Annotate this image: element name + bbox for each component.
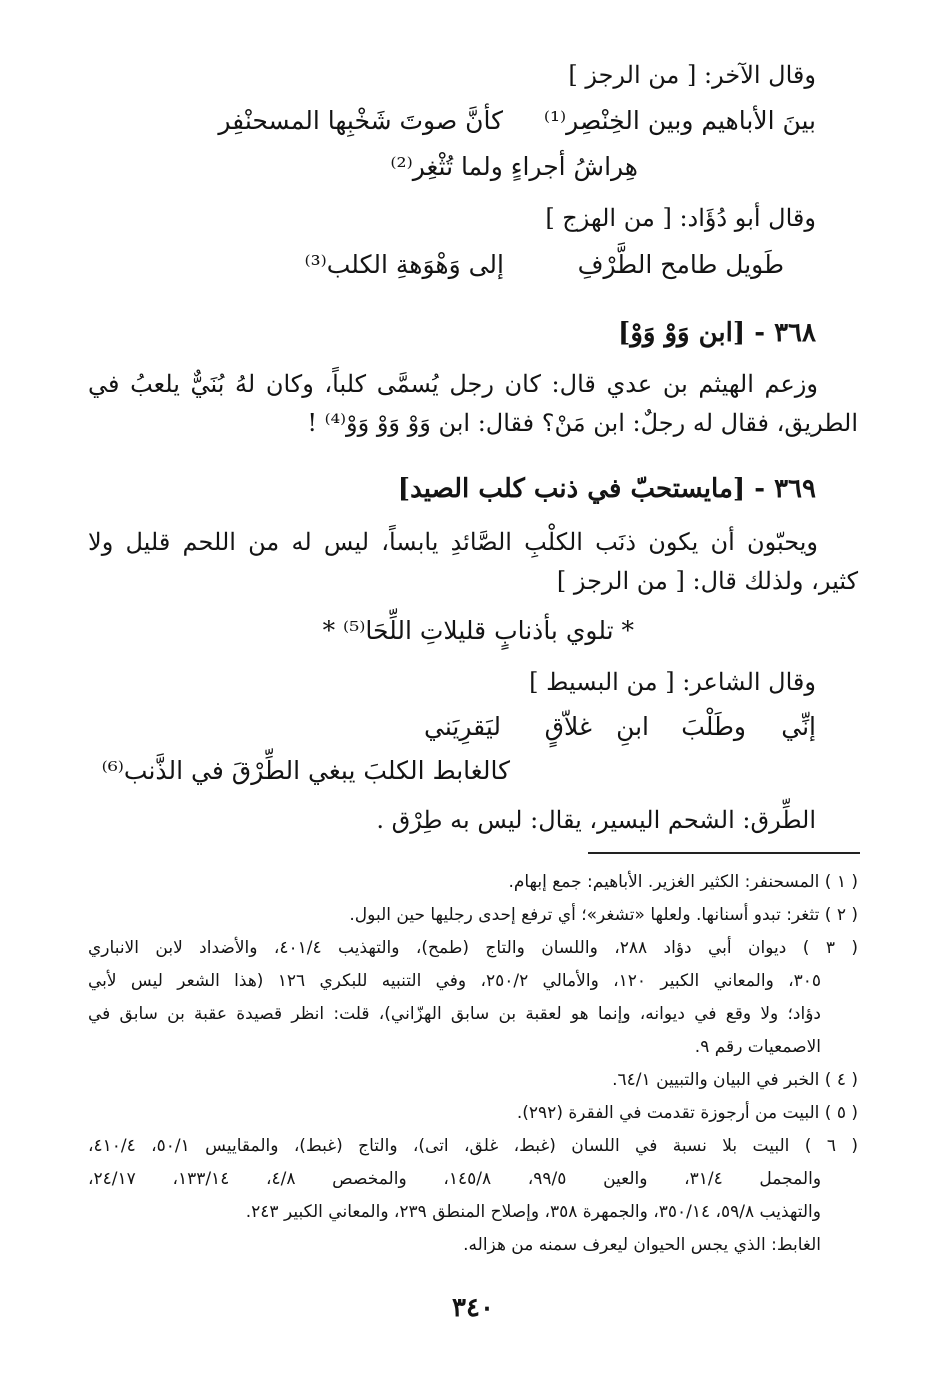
verse-3-hemistich-a: طَويل طامح الطَّرْفِ bbox=[577, 250, 784, 279]
footnote-6-line-3: والتهذيب ٥٩/٨، ٣٥٠/١٤، والجمهرة ٣٥٨، وإصلاح المنطق ٢٣٩، والمعاني الكبير ٢٤٣. bbox=[245, 1202, 821, 1222]
verse-3-hemistich-b: إلى وَهْوَهةِ الكلب⁽³⁾ bbox=[304, 250, 504, 279]
footnote-3-line-4: الاصمعيات رقم ٩. bbox=[694, 1037, 821, 1057]
gloss-tirq: الطِّرق: الشحم اليسير، يقال: ليس به طِرْق . bbox=[376, 806, 816, 834]
verse-5-word-4: غلاّقٍ bbox=[544, 712, 592, 741]
footnote-3-line-1: ( ٣ ) ديوان أبي دؤاد ٢٨٨، واللسان والتاج (طمح)، والتهذيب ٤٠١/٤، والأضداد لابن الانباري bbox=[88, 938, 859, 958]
section-heading-368: ٣٦٨ - [ابن وَوْ وَوْ] bbox=[618, 318, 816, 348]
footnote-6-line-1: ( ٦ ) البيت بلا نسبة في اللسان (غبط، غلق، اتى)، والتاج (غبط)، والمقاييس ٥٠/١، ٤١٠/٤، bbox=[88, 1136, 859, 1156]
verse-1-hemistich-b: بينَ الأباهيم وبين الخِنْصِر⁽¹⁾ bbox=[543, 106, 816, 135]
verse-2: هِراشُ أجراءٍ ولما تُثْغِر⁽²⁾ bbox=[390, 152, 638, 181]
footnote-6-line-2: والمجمل ٣١/٤، والعين ٩٩/٥، ١٤٥/٨، والمخصص ٤/٨، ١٣٣/١٤، ٢٤/١٧، bbox=[88, 1169, 822, 1189]
footnote-2: ( ٢ ) تثغر: تبدو أسنانها. ولعلها «تشغر»؛ أي ترفع إحدى رجليها حين البول. bbox=[349, 905, 858, 925]
page-number: ٣٤٠ bbox=[452, 1293, 494, 1323]
footnote-divider bbox=[588, 852, 860, 854]
intro-basit: وقال الشاعر: [ من البسيط ] bbox=[529, 668, 816, 696]
footnote-1: ( ١ ) المسحنفر: الكثير الغزير. الأباهيم: جمع إبهام. bbox=[508, 872, 858, 892]
paragraph-369-line-2: كثير، ولذلك قال: [ من الرجز ] bbox=[556, 567, 858, 595]
verse-5-word-3: ابنِ bbox=[616, 712, 649, 741]
section-heading-369: ٣٦٩ - [مايستحبّ في ذنب كلب الصيد] bbox=[397, 474, 816, 504]
footnote-3-line-3: دؤاد؛ ولا وقع في ديوانه، وإنما هو لعقبة بن سابق الهزّاني)، قلت: انظر قصيدة عقبة بن سابق في bbox=[88, 1004, 821, 1024]
verse-5-word-1: إنِّي bbox=[781, 712, 816, 741]
footnote-6-line-4: الغابط: الذي يجس الحيوان ليعرف سمنه من هزاله. bbox=[463, 1235, 821, 1255]
footnote-4: ( ٤ ) الخبر في البيان والتبيين ٦٤/١. bbox=[612, 1070, 858, 1090]
verse-4: * تلوي بأذنابٍ قليلاتِ اللِّحَا⁽⁵⁾ * bbox=[322, 616, 634, 645]
intro-hazaj: وقال أبو دُؤَاد: [ من الهزج ] bbox=[545, 204, 816, 232]
paragraph-369-line-1: ويحبّون أن يكون ذنَب الكلْبِ الصَّائدِ يابساً، ليس له من اللحم قليل ولا bbox=[88, 528, 818, 556]
paragraph-368-line-1: وزعم الهيثم بن عدي قال: كان رجل يُسمَّى كلباً، وكان لهُ بُنَيٌّ يلعبُ في bbox=[88, 370, 818, 398]
verse-5-word-5: ليَقرِيَني bbox=[424, 712, 501, 741]
paragraph-368-line-2: الطريق، فقال له رجلٌ: ابن مَنْ؟ فقال: ابن وَوْ وَوْ وَوْ⁽⁴⁾ ! bbox=[307, 409, 858, 437]
verse-5-word-2: وطَلْبَ bbox=[681, 712, 746, 741]
footnote-3-line-2: ٣٠٥، والمعاني الكبير ١٢٠، والأمالي ٢٥٠/٢، وفي التنبيه للبكري ١٢٦ (هذا الشعر ليس لأبي bbox=[88, 971, 822, 991]
verse-6: كالغابط الكلبَ يبغي الطِّرْقَ في الذَّنب⁽⁶⁾ bbox=[101, 756, 510, 785]
intro-rajaz: وقال الآخر: [ من الرجز ] bbox=[568, 61, 816, 89]
footnote-5: ( ٥ ) البيت من أرجوزة تقدمت في الفقرة (٢٩٢). bbox=[516, 1103, 858, 1123]
verse-1-hemistich-a: كأنَّ صوتَ شَخْبِها المسحنْفِر bbox=[218, 106, 503, 135]
